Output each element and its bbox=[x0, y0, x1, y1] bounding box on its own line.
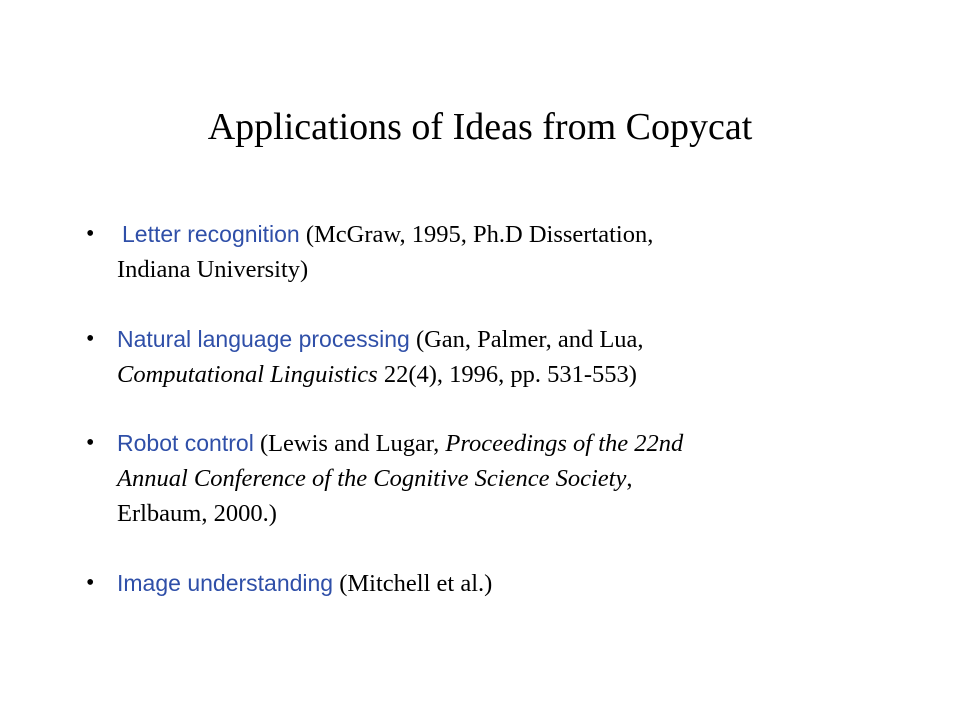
topic-natural-language-processing: Natural language processing bbox=[117, 326, 410, 352]
topic-robot-control: Robot control bbox=[117, 430, 254, 456]
citation-text: (Gan, Palmer, and Lua, bbox=[409, 326, 644, 353]
citation-proceedings: Proceedings of the 22nd bbox=[445, 430, 684, 457]
citation-proceedings: Annual Conference of the Cognitive Science Society bbox=[117, 465, 627, 492]
bullet-item-letter-recognition bbox=[86, 217, 917, 287]
bullet-icon: • bbox=[86, 430, 95, 456]
citation-text: (Mitchell et al.) bbox=[333, 570, 493, 597]
citation-text: (Lewis and Lugar, bbox=[253, 430, 446, 457]
citation-text: Erlbaum, 2000.) bbox=[117, 500, 277, 527]
topic-letter-recognition: Letter recognition bbox=[122, 221, 300, 247]
bullet-icon: • bbox=[86, 221, 95, 247]
bullet-icon: • bbox=[86, 570, 95, 596]
slide-title: Applications of Ideas from Copycat bbox=[207, 106, 753, 148]
bullet-item-robot-control bbox=[86, 426, 917, 531]
citation-text: Indiana University) bbox=[117, 256, 309, 283]
bullet-item-image-understanding bbox=[86, 566, 917, 601]
bullet-item-natural-language-processing bbox=[86, 322, 917, 392]
citation-text: (McGraw, 1995, Ph.D Dissertation, bbox=[299, 221, 654, 248]
bullet-icon: • bbox=[86, 326, 95, 352]
citation-text: , bbox=[626, 465, 633, 492]
citation-text: 22(4), 1996, pp. 531-553) bbox=[377, 361, 637, 388]
topic-image-understanding: Image understanding bbox=[117, 570, 334, 596]
citation-journal: Computational Linguistics bbox=[117, 361, 378, 388]
